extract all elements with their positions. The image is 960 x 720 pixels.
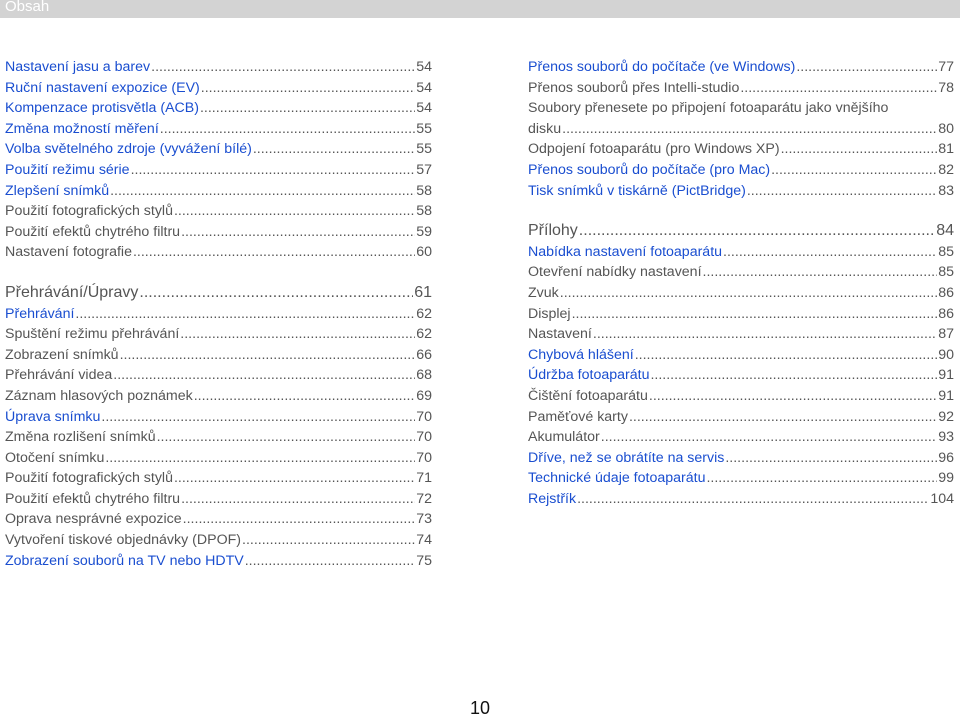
toc-entry-page: 54 [416, 79, 432, 96]
toc-entry-label: Kompenzace protisvětla (ACB) [5, 100, 199, 117]
toc-entry-label: Zobrazení souborů na TV nebo HDTV [5, 552, 244, 569]
toc-entry-label: Spuštění režimu přehrávání [5, 326, 180, 343]
toc-entry-label: Použití efektů chytrého filtru [5, 490, 181, 507]
dot-leader [151, 57, 415, 78]
dot-leader [105, 448, 415, 469]
toc-entry[interactable] [5, 222, 432, 243]
toc-entry-page: 104 [930, 490, 954, 507]
dot-leader [629, 407, 937, 428]
dot-leader [796, 57, 937, 78]
dot-leader [242, 530, 415, 551]
toc-entry-page: 71 [416, 470, 432, 487]
dot-leader [635, 345, 938, 366]
toc-entry-label: Přenos souborů do počítače (ve Windows) [528, 59, 796, 75]
toc-entry-page: 58 [416, 203, 432, 220]
toc-entry[interactable] [5, 468, 432, 489]
toc-entry-label: Akumulátor [528, 429, 600, 446]
toc-entry[interactable] [528, 448, 954, 469]
dot-leader [562, 119, 937, 140]
dot-leader [139, 283, 413, 304]
dot-leader [723, 242, 937, 263]
dot-leader [245, 551, 416, 572]
toc-entry-label: Rejstřík [528, 490, 577, 507]
toc-entry[interactable] [528, 365, 954, 386]
dot-leader [157, 427, 416, 448]
toc-entry[interactable] [528, 78, 954, 99]
toc-entry[interactable] [5, 551, 432, 572]
dot-leader [593, 324, 937, 345]
toc-entry-page: 85 [938, 243, 954, 260]
toc-entry[interactable] [5, 139, 432, 160]
toc-entry[interactable] [528, 98, 954, 139]
toc-entry-page: 96 [938, 449, 954, 466]
dot-leader [110, 181, 415, 202]
toc-entry-page: 60 [416, 244, 432, 261]
toc-entry[interactable] [528, 242, 954, 263]
toc-entry[interactable] [528, 181, 954, 202]
toc-entry-label: Chybová hlášení [528, 346, 634, 363]
toc-entry-page: 73 [416, 511, 432, 528]
toc-entry[interactable] [528, 262, 954, 283]
dot-leader [181, 489, 415, 510]
toc-entry-page: 84 [936, 222, 954, 240]
toc-entry-continuation [528, 119, 954, 140]
toc-entry-page: 58 [416, 182, 432, 199]
toc-entry[interactable] [5, 365, 432, 386]
toc-entry-page: 62 [416, 305, 432, 322]
toc-entry[interactable] [5, 181, 432, 202]
toc-entry-page: 81 [938, 141, 954, 158]
toc-entry[interactable] [528, 345, 954, 366]
toc-entry[interactable] [528, 160, 954, 181]
toc-entry-label: Nastavení fotografie [5, 244, 132, 261]
toc-entry-label: Otevření nabídky nastavení [528, 264, 702, 281]
dot-leader [253, 139, 415, 160]
toc-entry-label: Použití efektů chytrého filtru [5, 223, 181, 240]
toc-entry[interactable] [528, 283, 954, 304]
toc-entry-page: 83 [938, 182, 954, 199]
page-title: Obsah [5, 0, 50, 15]
dot-leader [101, 407, 415, 428]
toc-entry-label: Použití fotografických stylů [5, 470, 173, 487]
dot-leader [174, 468, 415, 489]
toc-entry-label: Použití režimu série [5, 161, 130, 178]
toc-entry-label: Dříve, než se obrátíte na servis [528, 449, 725, 466]
toc-right-column [528, 57, 954, 509]
toc-entry-page: 91 [938, 367, 954, 384]
toc-entry[interactable] [5, 304, 432, 325]
toc-entry[interactable] [5, 427, 432, 448]
dot-leader [160, 119, 415, 140]
toc-entry-label: Tisk snímků v tiskárně (PictBridge) [528, 182, 746, 199]
toc-entry[interactable] [528, 386, 954, 407]
toc-entry-page: 82 [938, 161, 954, 178]
toc-entry-label: Záznam hlasových poznámek [5, 387, 193, 404]
toc-entry[interactable] [528, 324, 954, 345]
dot-leader [113, 365, 415, 386]
toc-entry-page: 68 [416, 367, 432, 384]
toc-entry-page: 78 [938, 79, 954, 96]
toc-entry-page: 57 [416, 161, 432, 178]
dot-leader [183, 509, 416, 530]
toc-entry[interactable] [5, 201, 432, 222]
dot-leader [131, 160, 416, 181]
toc-entry-label: Ruční nastavení expozice (EV) [5, 79, 200, 96]
dot-leader [706, 468, 937, 489]
dot-leader [740, 78, 937, 99]
toc-entry-label: Přílohy [528, 222, 578, 240]
toc-entry-page: 70 [416, 408, 432, 425]
toc-entry-label-continued: disku [528, 120, 562, 137]
toc-entry-page: 91 [938, 387, 954, 404]
toc-entry-label: Údržba fotoaparátu [528, 367, 650, 384]
toc-entry-label: Přehrávání [5, 305, 75, 322]
page-number: 10 [469, 698, 491, 718]
toc-entry-page: 70 [416, 429, 432, 446]
dot-leader [771, 160, 937, 181]
toc-entry[interactable] [528, 304, 954, 325]
toc-entry-label: Soubory přenesete po připojení fotoaparátu jako vnějšího [528, 100, 889, 117]
toc-entry-page: 86 [938, 305, 954, 322]
toc-entry[interactable] [5, 386, 432, 407]
toc-entry[interactable] [528, 139, 954, 160]
dot-leader [649, 386, 937, 407]
toc-entry-label: Vytvoření tiskové objednávky (DPOF) [5, 532, 242, 549]
toc-left-column [5, 57, 432, 571]
toc-entry-label: Zobrazení snímků [5, 346, 119, 363]
toc-entry-page: 74 [416, 532, 432, 549]
toc-entry[interactable] [5, 242, 432, 263]
toc-entry[interactable] [528, 489, 954, 510]
toc-entry[interactable] [528, 468, 954, 489]
toc-entry-page: 55 [416, 120, 432, 137]
dot-leader [703, 262, 938, 283]
toc-entry-label: Oprava nesprávné expozice [5, 511, 182, 528]
toc-entry[interactable] [5, 448, 432, 469]
toc-entry-page: 92 [938, 408, 954, 425]
toc-section-heading[interactable] [5, 283, 432, 304]
dot-leader [75, 304, 415, 325]
dot-leader [120, 345, 416, 366]
toc-entry-page: 99 [938, 470, 954, 487]
toc-entry-page: 62 [416, 326, 432, 343]
toc-entry-label: Přenos souborů přes Intelli-studio [528, 79, 740, 96]
toc-entry-page: 90 [938, 346, 954, 363]
dot-leader [747, 181, 937, 202]
toc-entry-label: Zvuk [528, 284, 559, 301]
toc-entry-page: 61 [414, 283, 432, 301]
toc-entry-label: Čištění fotoaparátu [528, 387, 648, 404]
dot-leader [560, 283, 937, 304]
toc-entry-label: Přehrávání videa [5, 367, 113, 384]
toc-entry-label: Volba světelného zdroje (vyvážení bílé) [5, 141, 252, 158]
toc-entry-page: 77 [938, 59, 954, 75]
toc-entry-page: 69 [416, 387, 432, 404]
dot-leader [180, 324, 415, 345]
toc-entry[interactable] [5, 98, 432, 119]
dot-leader [572, 304, 938, 325]
toc-entry-page: 80 [938, 120, 954, 137]
toc-entry-page: 55 [416, 141, 432, 158]
toc-entry[interactable] [5, 407, 432, 428]
dot-leader [601, 427, 937, 448]
toc-section-heading[interactable] [528, 221, 954, 242]
toc-entry-page: 54 [416, 59, 432, 75]
toc-entry[interactable] [5, 489, 432, 510]
dot-leader [781, 139, 938, 160]
dot-leader [194, 386, 416, 407]
toc-entry-page: 85 [938, 264, 954, 281]
toc-entry-page: 72 [416, 490, 432, 507]
toc-entry-label: Displej [528, 305, 571, 322]
toc-entry-label: Nastavení jasu a barev [5, 59, 151, 75]
dot-leader [201, 78, 415, 99]
toc-entry-label: Odpojení fotoaparátu (pro Windows XP) [528, 141, 780, 158]
toc-entry-page: 86 [938, 284, 954, 301]
toc-entry[interactable] [5, 324, 432, 345]
toc-entry-label: Otočení snímku [5, 449, 105, 466]
toc-entry[interactable] [528, 57, 954, 78]
toc-entry[interactable] [528, 427, 954, 448]
dot-leader [200, 98, 415, 119]
toc-entry-label: Úprava snímku [5, 408, 101, 425]
dot-leader [650, 365, 937, 386]
toc-entry[interactable] [5, 345, 432, 366]
toc-entry-page: 87 [938, 326, 954, 343]
toc-entry-page: 75 [416, 552, 432, 569]
toc-entry-label: Změna možností měření [5, 120, 159, 137]
toc-entry-label: Paměťové karty [528, 408, 628, 425]
toc-entry-page: 70 [416, 449, 432, 466]
toc-entry[interactable] [5, 160, 432, 181]
toc-entry-page: 59 [416, 223, 432, 240]
header-bar [0, 0, 960, 18]
toc-entry[interactable] [5, 119, 432, 140]
toc-entry-label: Přenos souborů do počítače (pro Mac) [528, 161, 771, 178]
dot-leader [133, 242, 415, 263]
dot-leader [579, 221, 935, 242]
toc-entry-label: Změna rozlišení snímků [5, 429, 156, 446]
toc-entry[interactable] [5, 57, 432, 78]
dot-leader [174, 201, 415, 222]
toc-entry-page: 54 [416, 100, 432, 117]
toc-entry[interactable] [5, 509, 432, 530]
toc-entry[interactable] [5, 78, 432, 99]
dot-leader [577, 489, 929, 510]
dot-leader [181, 222, 415, 243]
toc-entry-label: Technické údaje fotoaparátu [528, 470, 706, 487]
dot-leader [725, 448, 937, 469]
toc-entry[interactable] [528, 407, 954, 428]
toc-entry-label: Použití fotografických stylů [5, 203, 173, 220]
toc-entry-page: 66 [416, 346, 432, 363]
toc-entry-label: Nastavení [528, 326, 592, 343]
toc-entry-label: Přehrávání/Úpravy [5, 283, 139, 301]
toc-entry[interactable] [5, 530, 432, 551]
toc-entry-label: Zlepšení snímků [5, 182, 110, 199]
toc-entry-label: Nabídka nastavení fotoaparátu [528, 243, 723, 260]
toc-entry-page: 93 [938, 429, 954, 446]
